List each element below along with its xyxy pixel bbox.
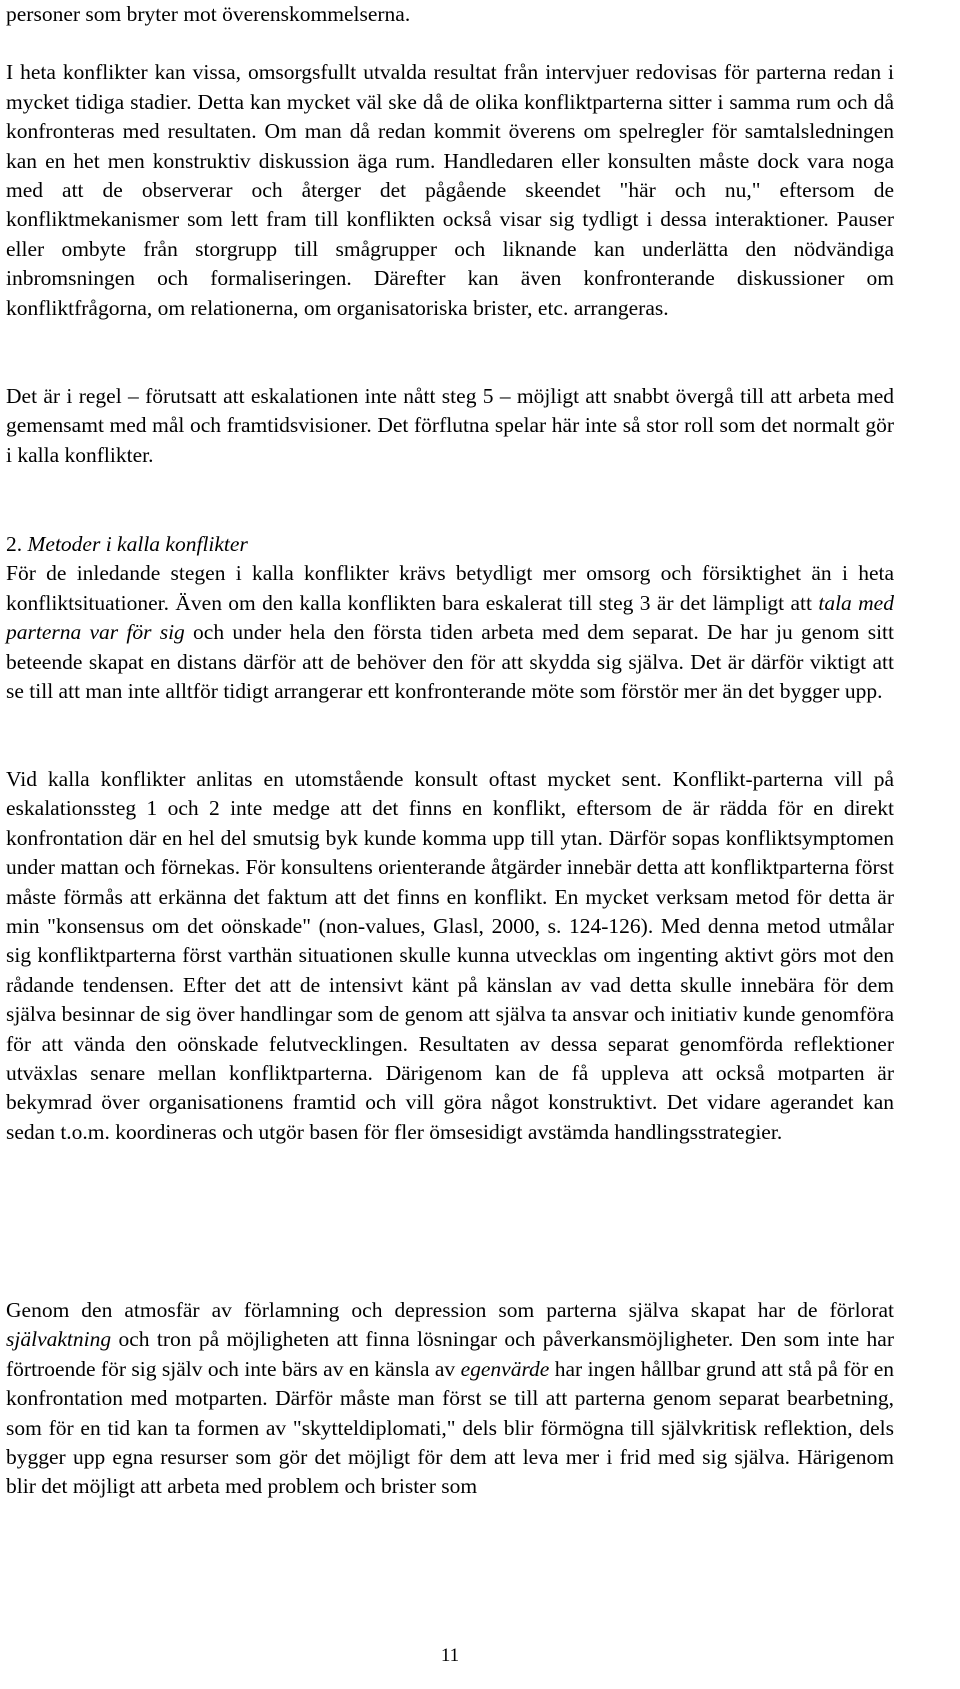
paragraph-6-text-2: och tron på möjligheten att finna lösningar och påverkansmöjligheter. Den som inte har förtroende för sig själv och inte bärs av en känsla av <box>6 1327 894 1381</box>
paragraph-4-emphasis: tala med parterna var för sig <box>6 590 894 645</box>
paragraph-eskalation: Det är i regel – förutsatt att eskalationen inte nått steg 5 – möjligt att snabbt övergå till att arbeta med gemensamt med mål och framtidsvisioner. Det förflutna spelar här inte så stor roll som det normalt gör i kalla konflikter. <box>6 384 894 467</box>
paragraph-6-text-1: Genom den atmosfär av förlamning och depression som parterna själva skapat har de förlorat <box>6 1298 894 1322</box>
text-column-eskalation <box>0 382 894 470</box>
section-title: Metoder i kalla konflikter <box>27 532 248 556</box>
text-column-konsult <box>0 765 894 1147</box>
page-number: 11 <box>440 1645 460 1666</box>
paragraph-6-text-3: har ingen hållbar grund att stå på för en konfrontation med motparten. Därför måste man först se till att parterna genom separat bearbetning, som för en tid kan ta formen av "skytteldiplomati," dels blir förmögna till självkritisk reflektion, dels bygger upp egna resurser som gör det möjligt för dem att leva mer i frid med sig själva. Härigenom blir det möjligt att arbeta med problem och brister som <box>6 1356 894 1499</box>
paragraph-inledande-stegen <box>6 559 894 706</box>
text-column-kalla <box>0 530 894 706</box>
section-number: 2. <box>6 532 23 556</box>
text-column-atmosfar <box>0 1296 894 1502</box>
section-heading <box>6 530 894 559</box>
paragraph-4-text-1: För de inledande stegen i kalla konflikter krävs betydligt mer omsorg och försiktighet än i heta konfliktsituationer. Även om den kalla konflikten bara eskalerat till steg 3 är det lämpligt att <box>6 561 894 615</box>
paragraph-continuation: personer som bryter mot överenskommelserna. <box>6 2 411 26</box>
paragraph-kalla-konflikter-konsult: Vid kalla konflikter anlitas en utomstående konsult oftast mycket sent. Konflikt-parterna vill på eskalationssteg 1 och 2 inte medge att det finns en konflikt, eftersom de är rädda för en direkt konfrontation där en hel del smutsig byk kunde komma upp till ytan. Därför sopas konfliktsymptomen under mattan och förnekas. För konsultens orienterande åtgärder innebär detta att konfliktparterna först måste förmås att erkänna det faktum att det finns en konflikt. En mycket verksam metod för detta är min "konsensus om det oönskade" (non-values, Glasl, 2000, s. 124-126). Med denna metod utmålar sig konfliktparterna först varthän situationen skulle kunna utvecklas om ingenting aktivt görs mot den rådande tendensen. Efter det att de intensivt känt på känslan av vad detta skulle innebära för dem själva besinnar de sig över handlingar som de genom att själva ta ansvar och initiativ kunde genomföra för att vända den oönskade felutvecklingen. Resultaten av dessa separat genomförda reflektioner utväxlas senare mellan konfliktparterna. Därigenom kan de få uppleva att också motparten är bekymrad över organisationens framtid och vill göra något konstruktivt. Det vidare agerandet kan sedan t.o.m. koordineras och utgör basen för fler ömsesidigt avstämda handlingsstrategier. <box>6 767 894 1144</box>
paragraph-atmosfar <box>6 1296 894 1502</box>
paragraph-4-text-2: och under hela den första tiden arbeta med dem separat. De har ju genom sitt beteende skapat en distans därför att de behöver den för att skydda sig själva. Det är därför viktigt att se till att man inte alltför tidigt arrangerar ett konfronterande möte som förstör mer än det bygger upp. <box>6 620 895 704</box>
paragraph-6-emphasis-1: självaktning <box>6 1327 112 1352</box>
text-column-top <box>0 0 894 323</box>
paragraph-6-emphasis-2: egenvärde <box>460 1356 550 1381</box>
paragraph-heta-konflikter: I heta konflikter kan vissa, omsorgsfullt utvalda resultat från intervjuer redovisas för parterna redan i mycket tidiga stadier. Detta kan mycket väl ske då de olika konfliktparterna sitter i samma rum och då konfronteras med resultaten. Om man då redan kommit överens om spelregler för samtalsledningen kan en het men konstruktiv diskussion äga rum. Handledaren eller konsulten måste dock vara noga med att de observerar och återger det pågående skeendet "här och nu," eftersom de konfliktmekanismer som lett fram till konflikten också visar sig tydligt i dessa interaktioner. Pauser eller ombyte från storgrupp till smågrupper och liknande kan underlätta den nödvändiga inbromsningen och formaliseringen. Därefter kan även konfronterande diskussioner om konfliktfrågorna, om relationerna, om organisatoriska brister, etc. arrangeras. <box>6 60 894 320</box>
